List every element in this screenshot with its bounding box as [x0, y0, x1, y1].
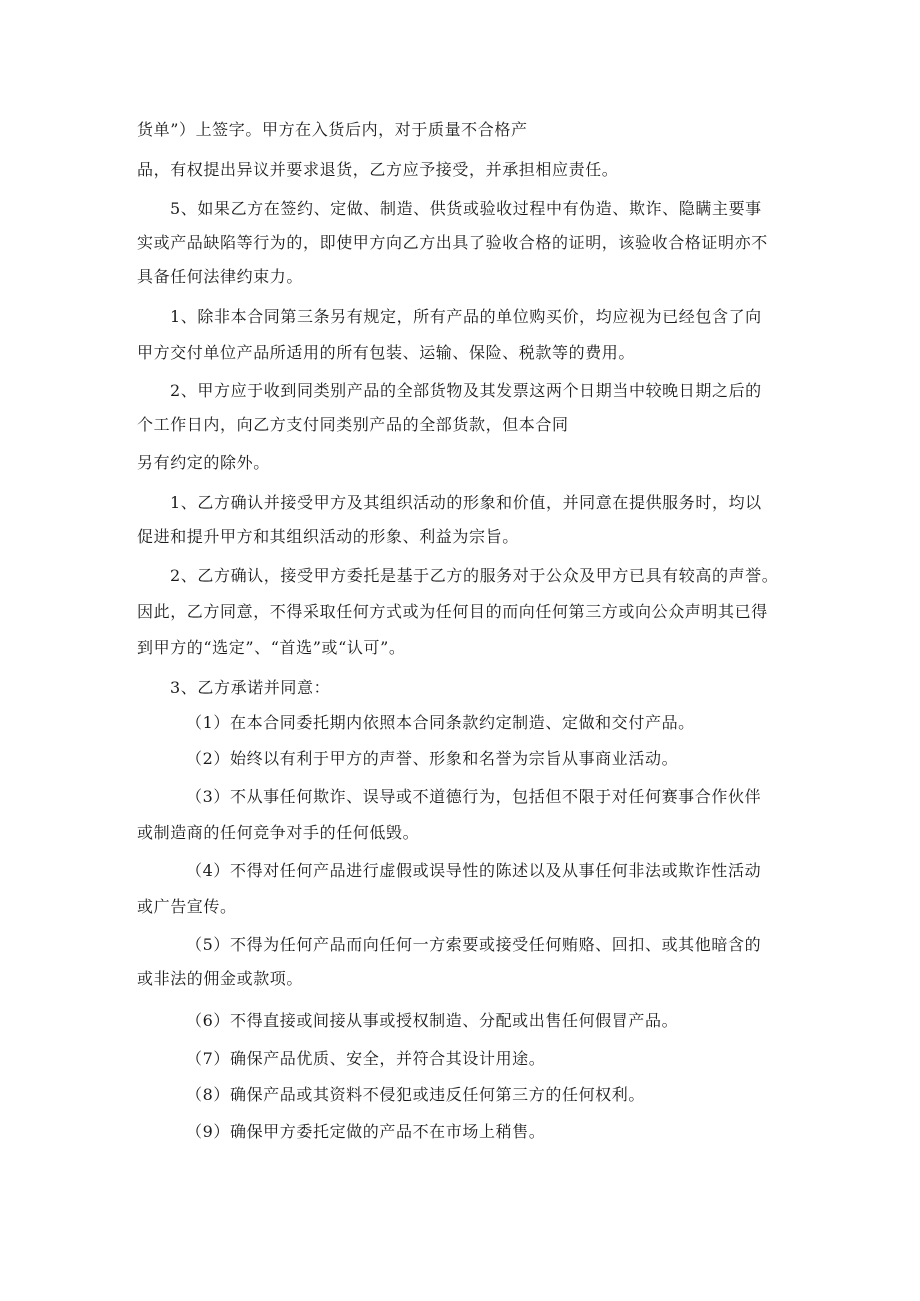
text-line: 甲方交付单位产品所适用的所有包装、运输、保险、税款等的费用。: [137, 343, 636, 362]
text-line: （2）始终以有利于甲方的声誉、形象和名誉为宗旨从事商业活动。: [186, 749, 679, 768]
text-line: 或广告宣传。: [137, 897, 237, 916]
text-line: 3、乙方承诺并同意：: [170, 678, 331, 697]
text-line: 到甲方的“选定”、“首选”或“认可”。: [137, 638, 406, 657]
text-line: （9）确保甲方委托定做的产品不在市场上稍售。: [186, 1122, 546, 1141]
text-line: 促进和提升甲方和其组织活动的形象、利益为宗旨。: [137, 527, 519, 546]
text-line: （5）不得为任何产品而向任何一方索要或接受任何贿赂、回扣、或其他暗含的: [186, 935, 762, 954]
text-line: （3）不从事任何欺诈、误导或不道德行为，包括但不限于对任何赛事合作伙伴: [186, 787, 762, 806]
text-line: 品，有权提出异议并要求退货，乙方应予接受，并承担相应责任。: [137, 160, 619, 179]
text-line: 2、乙方确认，接受甲方委托是基于乙方的服务对于公众及甲方已具有较高的声誉。: [170, 566, 779, 585]
text-line: （7）确保产品优质、安全，并符合其设计用途。: [186, 1049, 546, 1068]
text-line: 2、甲方应于收到同类别产品的全部货物及其发票这两个日期当中较晚日期之后的: [170, 381, 762, 400]
text-line: （6）不得直接或间接从事或授权制造、分配或出售任何假冒产品。: [186, 1011, 679, 1030]
text-line: 或制造商的任何竞争对手的任何低毁。: [137, 823, 420, 842]
text-line: 因此，乙方同意，不得采取任何方式或为任何目的而向任何第三方或向公众声明其已得: [137, 602, 768, 621]
text-line: 实或产品缺陷等行为的，即使甲方向乙方出具了验收合格的证明，该验收合格证明亦不: [137, 233, 768, 252]
text-line: 1、除非本合同第三条另有规定，所有产品的单位购买价，均应视为已经包含了向: [170, 307, 762, 326]
text-line: 货单”）上签字。甲方在入货后内，对于质量不合格产: [137, 120, 528, 139]
text-line: （8）确保产品或其资料不侵犯或违反任何第三方的任何权利。: [186, 1085, 645, 1104]
text-line: 具备任何法律约束力。: [137, 267, 304, 286]
text-line: 个工作日内，向乙方支付同类别产品的全部货款，但本合同: [137, 415, 569, 434]
text-line: 5、如果乙方在签约、定做、制造、供货或验收过程中有伪造、欺诈、隐瞒主要事: [170, 199, 762, 218]
text-line: 1、乙方确认并接受甲方及其组织活动的形象和价值，并同意在提供服务时，均以: [170, 493, 762, 512]
text-line: 或非法的佣金或款项。: [137, 969, 304, 988]
text-line: （1）在本合同委托期内依照本合同条款约定制造、定做和交付产品。: [186, 713, 695, 732]
text-line: 另有约定的除外。: [137, 453, 270, 472]
text-line: （4）不得对任何产品进行虚假或误导性的陈述以及从事任何非法或欺诈性活动: [186, 861, 762, 880]
